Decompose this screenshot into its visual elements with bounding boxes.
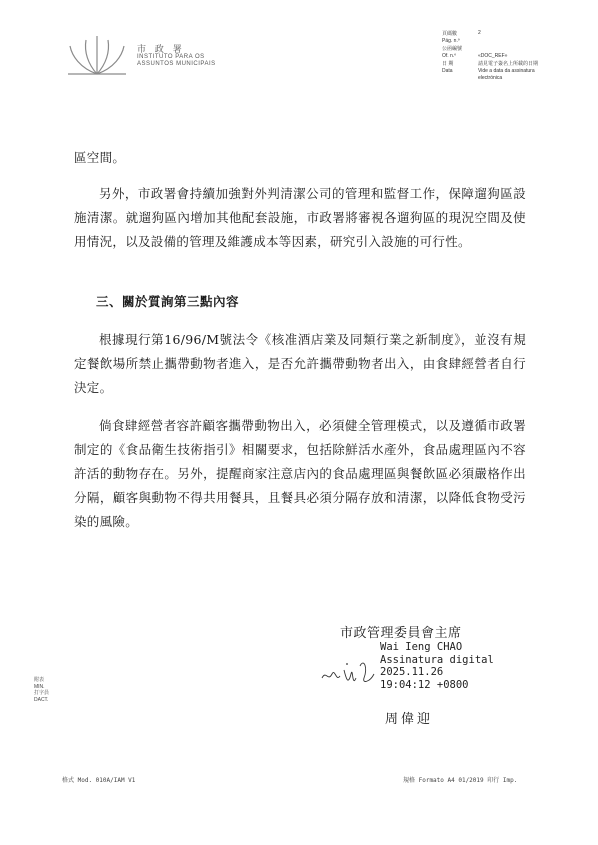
side-note-line: 附表 — [34, 677, 45, 683]
meta-label: 頁碼數 — [442, 31, 458, 37]
org-name-pt — [137, 54, 216, 68]
digital-signature-block — [380, 641, 494, 691]
signature-title: 市政管理委員會主席 — [340, 626, 462, 641]
paragraph: 另外，市政署會持續加強對外判清潔公司的管理和監督工作，保障遛狗區設施清潔。就遛狗區內增加其他配套設施，市政署將審視各遛狗區的現況空間及使用情況，以及設備的管理及維護成本等因素，研究引入設施的可行性。 — [74, 186, 526, 249]
iam-logo-icon — [62, 30, 132, 80]
paragraph: 區空間。 — [74, 150, 126, 165]
signature-date: 2025.11.26 — [380, 666, 444, 678]
meta-value: electrónica — [478, 75, 503, 81]
meta-label: 公函編號 — [442, 46, 463, 52]
signer-name-cn: 周偉迎 — [385, 712, 434, 727]
body-section-3-cont — [74, 414, 526, 534]
footer-format: 規格 Formato A4 01/2019 印行 Imp. — [403, 777, 518, 784]
side-note-line: DACT. — [34, 696, 49, 703]
paragraph: 根據現行第16/96/M號法令《核准酒店業及同類行業之新制度》，並沒有規定餐飲場所禁止攜帶動物者進入，是否允許攜帶動物者出入，由食肆經營者自行決定。 — [74, 332, 526, 395]
meta-label: 日 期 — [442, 61, 454, 67]
meta-label: Data — [442, 67, 453, 74]
org-name-pt-line2: ASSUNTOS MUNICIPAIS — [137, 61, 216, 67]
paragraph: 倘食肆經營者容許顧客攜帶動物出入，必須健全管理模式，以及遵循市政署制定的《食品衛生技術指引》相關要求，包括除鮮活水產外，食品處理區內不容許活的動物存在。另外，提醒商家注意店內的食品處理區與餐飲區必須嚴格作出分隔，顧客與動物不得共用餐具，且餐具必須分隔存放和清潔，以降低食物受污染的風險。 — [74, 418, 526, 529]
meta-label: Pág. n.º — [442, 37, 460, 44]
meta-label: Of. n.º — [442, 52, 457, 59]
signature-scribble-icon — [318, 648, 378, 693]
side-note — [34, 677, 49, 703]
digital-signature-label: Assinatura digital — [380, 653, 494, 666]
body-section-2-end — [74, 182, 526, 254]
org-name-pt-line1: INSTITUTO PARA OS — [137, 54, 205, 60]
signer-name-en: Wai Ieng CHAO — [380, 641, 463, 653]
footer-form-code: 格式 Mod. 010A/IAM V1 — [62, 777, 136, 784]
body-continuation — [74, 146, 526, 170]
org-name-cn: 市 政 署 — [137, 45, 185, 55]
meta-value: 2 — [478, 30, 481, 36]
body-section-3 — [74, 328, 526, 400]
side-note-line: MIN. — [34, 683, 45, 690]
meta-value: «DOC_REF» — [478, 52, 508, 59]
section-heading: 三、關於質詢第三點內容 — [96, 294, 240, 309]
side-note-line: 打字員 — [34, 690, 50, 696]
meta-value: 請見電子簽名上所載的日期 — [478, 61, 539, 67]
signature-time: 19:04:12 +0800 — [380, 678, 469, 691]
meta-value: Vide a data da assinatura — [478, 67, 535, 74]
